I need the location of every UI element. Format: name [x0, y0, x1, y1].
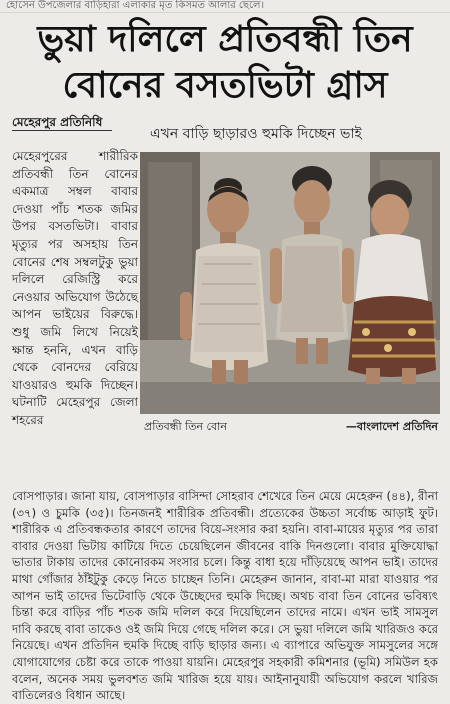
previous-article-cut-line: হোসেন উপজেলার বাড়িহারা এলাকার মৃত কিসমত আলার ছেলে। — [0, 0, 450, 13]
headline-line-2: বোনের বসতভিটা গ্রাস — [62, 65, 388, 106]
article-body-text: বোসপাড়ার। জানা যায়, বোসপাড়ার বাসিন্দা সোহরাব শেখেরে তিন মেয়ে মেহেরুন (৪৪), রীনা (৩৭) ও চুমকি (৩৫)। তিনজনই শারীরিক প্রতিবন্ধী। প্রত্যেকের উচ্চতা সর্বোচ্চ আড়াই ফুট। শারীরিক এ প্রতিবন্ধকতার কারণে তাদের বিয়ে-সংসার করা হয়নি। বাবা-মায়ের মৃত্যুর পর তারা বাবার দেওয়া ভিটায় কাটিয়ে দিতে চেয়েছিলেন জীবনের বাকি দিনগুলো। বাবার মুক্তিযোদ্ধা ভাতার টাকায় তাদের কোনোরকম সংসার চলে। কিন্তু বাধা হয়ে দাঁড়িয়েছে আপন ভাই। তাদের মাথা গোঁজার ঠাঁইটুকু কেড়ে নিতে চাচ্ছেন তিনি। মেহেরুন জানান, বাবা-মা মারা যাওয়ার পর আপন ভাই তাদের ভিটেবাড়ি থেকে উচ্ছেদের হুমকি দিচ্ছে। অথচ বাবা তিন বোনের ভবিষ্যৎ চিন্তা করে বাড়ির পাঁচ শতক জমি দলিল করে দিয়েছিলেন তাদের নামে। এখন ভাই সামসুল দাবি করছে বাবা তাকেও ওই জমি দিয়ে গেছে দলিল করে। সে ভুয়া দলিলে জমি খারিজও করে নিয়েছে। এখন প্রতিদিন হুমকি দিচ্ছে বাড়ি ছাড়ার জন্য। এ ব্যাপারে অভিযুক্ত সামসুলের সঙ্গে যোগাযোগের চেষ্টা করে তাকে পাওয়া যায়নি। মেহেরপুর সহকারী কমিশনার (ভূমি) সমিউল হক বলেন, অনেক সময় ভুলবশত জমি খারিজ হয়ে যায়। আইনানুযায়ী অভিযোগ করলে খারিজ বাতিলেরও বিধান আছে। — [12, 489, 438, 703]
byline: মেহেরপুর প্রতিনিধি — [12, 114, 112, 131]
headline — [0, 18, 450, 108]
headline-line-1: ভুয়া দলিলে প্রতিবন্ধী তিন — [37, 19, 413, 60]
lead-column-text: মেহেরপুরের শারীরিক প্রতিবন্ধী তিন বোনের একমাত্র সম্বল বাবার দেওয়া পাঁচ শতক জমির উপর বসতভিটা। বাবার মৃত্যুর পর অসহায় তিন বোনের শেষ সম্বলটুকু ভুয়া দলিলে রেজিস্ট্রি করে নেওয়ার অভিযোগ উঠেছে আপন ভাইয়ের বিরুদ্ধে। শুধু জমি লিখে নিয়েই ক্ষান্ত হননি, এখন বাড়ি থেকে বোনদের বেরিয়ে যাওয়ারও হুমকি দিচ্ছেন। ঘটনাটি মেহেরপুর জেলা শহরের — [12, 149, 138, 427]
photo-illustration — [140, 152, 440, 414]
photo-credit: —বাংলাদেশ প্রতিদিন — [345, 420, 438, 433]
subheadline: এখন বাড়ি ছাড়ারও হুমকি দিচ্ছেন ভাই — [150, 126, 362, 142]
photo-caption-row — [140, 418, 440, 436]
photo-caption: প্রতিবন্ধী তিন বোন — [144, 420, 227, 433]
news-photo-three-sisters — [140, 152, 440, 414]
